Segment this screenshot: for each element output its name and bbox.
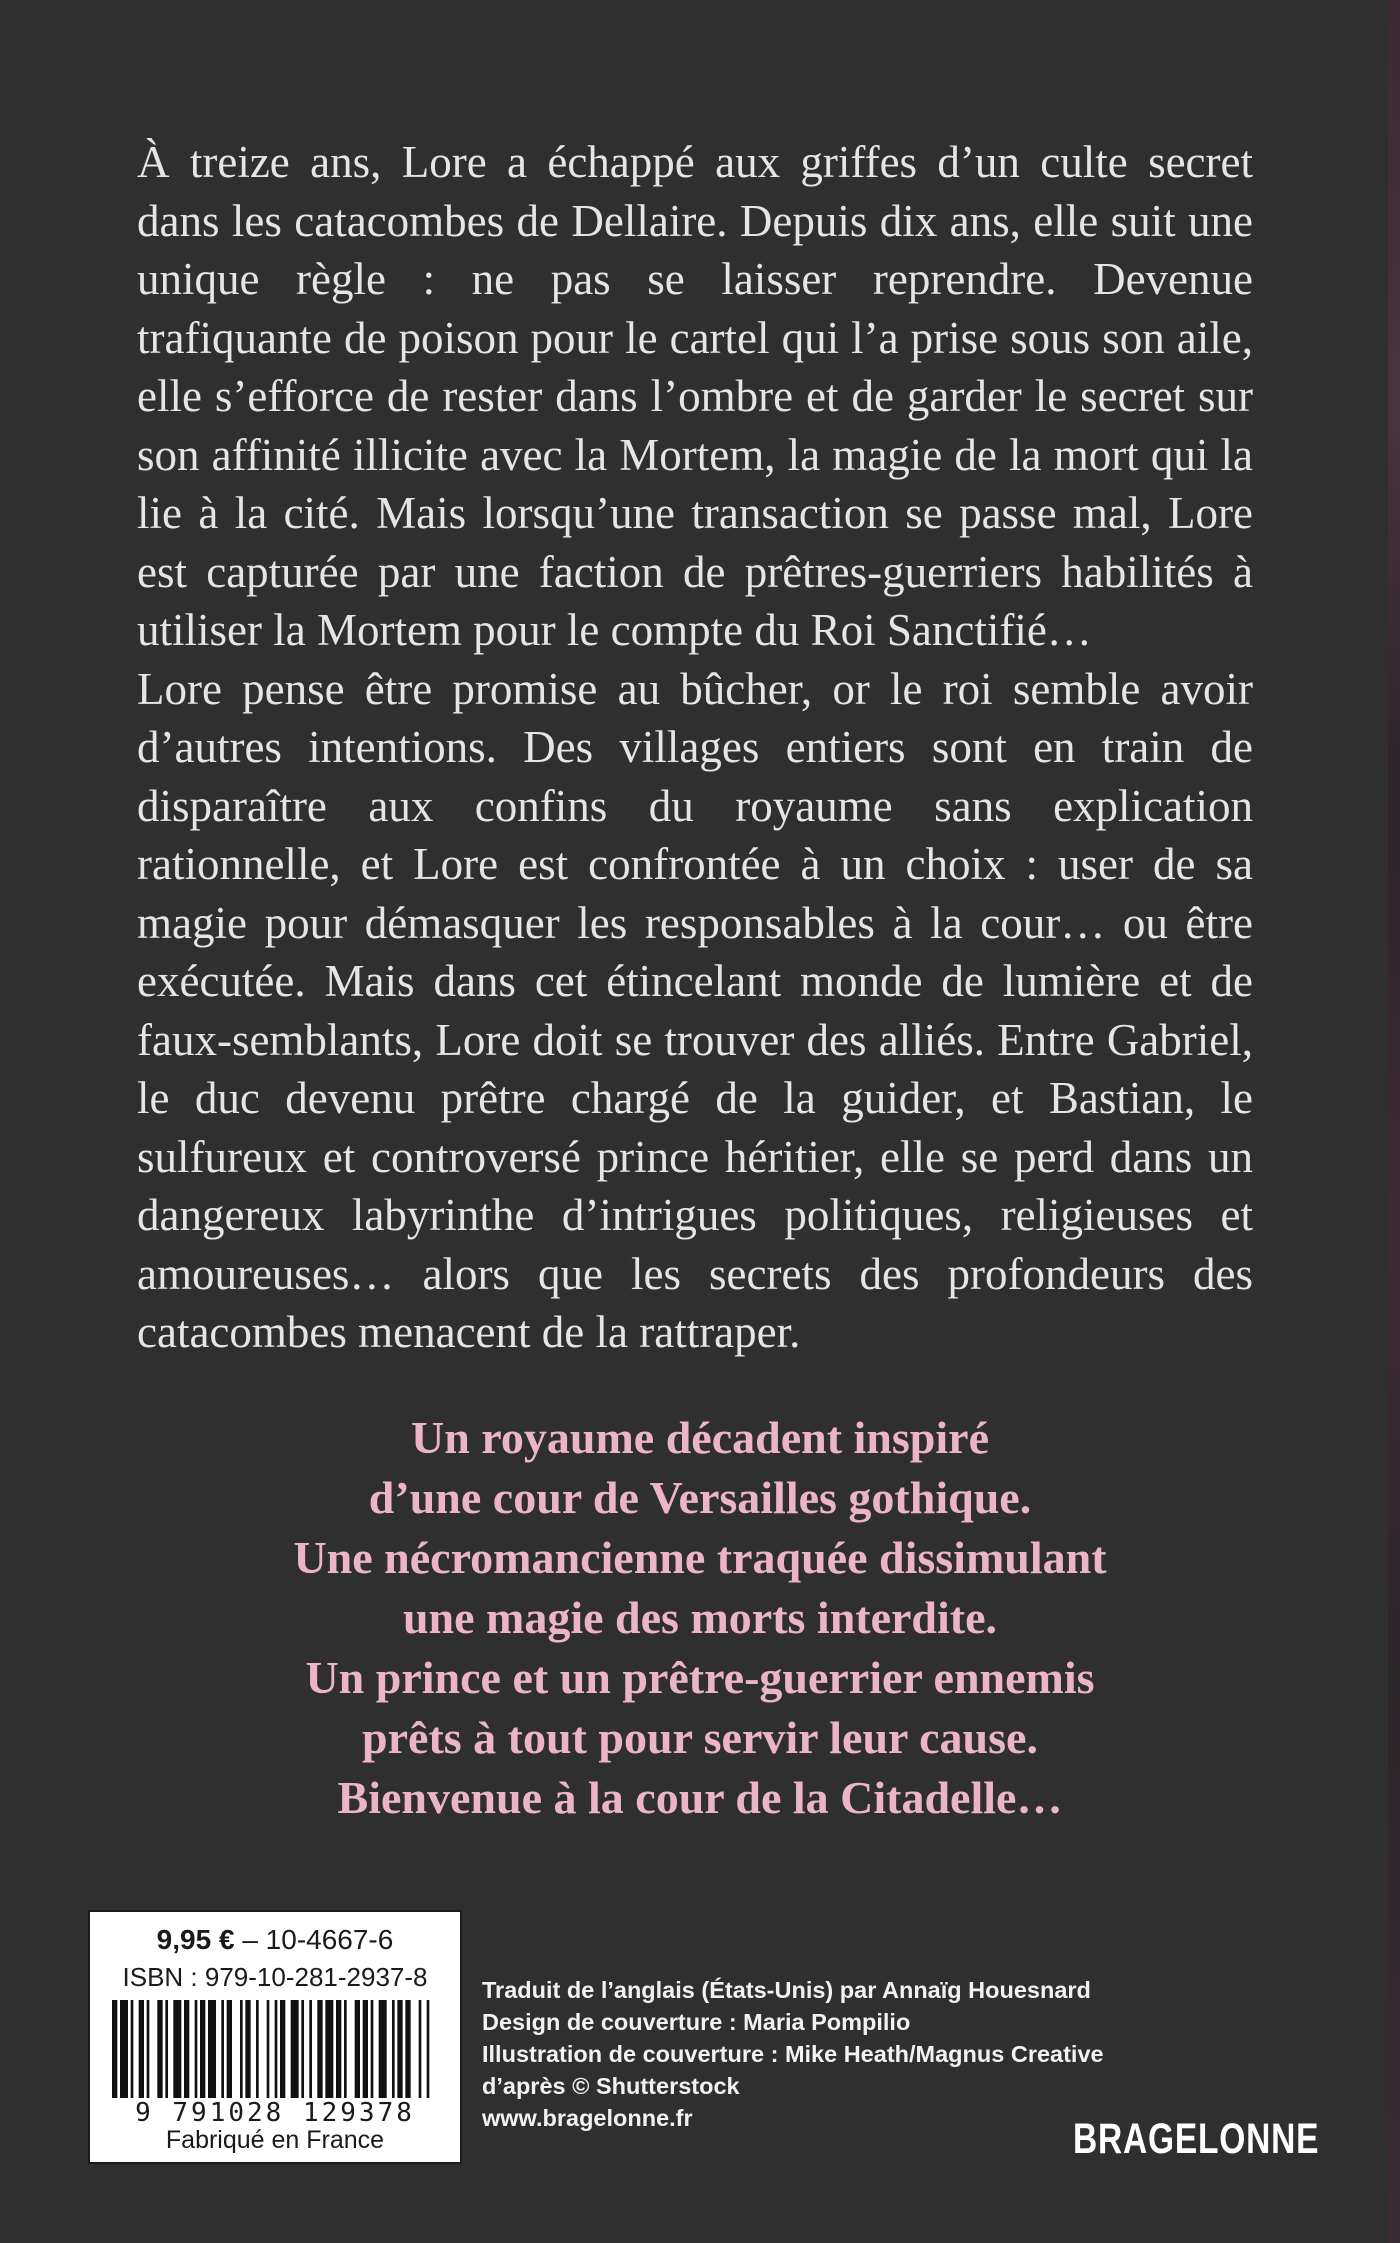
barcode-bar — [379, 2000, 387, 2098]
barcode-bar — [405, 2000, 410, 2098]
barcode-bar — [336, 2000, 341, 2098]
barcode-bar — [427, 2000, 430, 2098]
barcode-bar — [184, 2000, 189, 2098]
barcode-bar — [317, 2000, 322, 2098]
barcode-image — [112, 2000, 432, 2098]
made-in-label: Fabriqué en France — [165, 2126, 385, 2154]
barcode-bar — [309, 2000, 312, 2098]
tagline-line: d’une cour de Versailles gothique. — [368, 1472, 1032, 1523]
barcode-bar — [227, 2000, 232, 2098]
credits — [482, 1974, 1104, 2134]
barcode-box — [88, 1910, 462, 2164]
translator-credit: Traduit de l’anglais (États-Unis) par Annaïg Houesnard — [482, 1977, 1091, 2003]
cover-design-credit: Design de couverture : Maria Pompilio — [482, 2009, 911, 2035]
barcode-bar — [112, 2000, 117, 2098]
publisher-logo: BRAGELONNE — [1073, 2115, 1320, 2163]
price: 9,95 € — [156, 1924, 235, 1955]
back-cover-blurb — [137, 133, 1253, 1362]
barcode-bar — [200, 2000, 205, 2098]
tagline-line: Une nécromancienne traquée dissimulant — [293, 1532, 1107, 1583]
barcode-bar — [325, 2000, 333, 2098]
barcode-bar — [139, 2000, 144, 2098]
barcode-bar — [221, 2000, 224, 2098]
cover-edge-strip — [1388, 0, 1400, 2243]
blurb-paragraph-2: Lore pense être promise au bûcher, or le roi semble avoir d’autres intentions. Des villages entiers sont en train de disparaître aux confins du royaume sans explication rationnelle, et Lore est confrontée à un choix : user de sa magie pour démasquer les responsables à la cour… ou être exécutée. Mais dans cet étincelant monde de lumière et de faux-semblants, Lore doit se trouver des alliés. Entre Gabriel, le duc devenu prêtre chargé de la guider, et Bastian, le sulfureux et controversé prince héritier, elle se perd dans un dangereux labyrinthe d’intrigues politiques, religieuses et amoureuses… alors que les secrets des profondeurs des catacombes menacent de la rattraper. — [137, 663, 1253, 1357]
cover-illustration-credit: Illustration de couverture : Mike Heath/Magnus Creative — [482, 2041, 1104, 2067]
barcode-bar — [195, 2000, 198, 2098]
barcode-bar — [147, 2000, 150, 2098]
barcode-bar — [256, 2000, 259, 2098]
barcode-bar — [240, 2000, 243, 2098]
barcode-bar — [291, 2000, 299, 2098]
price-separator: – — [242, 1924, 258, 1955]
blurb-paragraph-1: À treize ans, Lore a échappé aux griffes d’un culte secret dans les catacombes de Dellaire. Depuis dix ans, elle suit une unique règle : ne pas se laisser reprendre. Devenue trafiquante de poison pour le cartel qui l’a prise sous son aile, elle s’efforce de rester dans l’ombre et de garder le secret sur son affinité illicite avec la Mortem, la magie de la mort qui la lie à la cité. Mais lorsqu’une transaction se passe mal, Lore est capturée par une faction de prêtres-guerriers habilités à utiliser la Mortem pour le compte du Roi Sanctifié… — [137, 137, 1253, 655]
barcode-bar — [363, 2000, 368, 2098]
barcode-bar — [275, 2000, 278, 2098]
barcode-bar — [157, 2000, 162, 2098]
barcode-bar — [245, 2000, 250, 2098]
barcode-bar — [280, 2000, 285, 2098]
tagline-line: Un royaume décadent inspiré — [411, 1412, 989, 1463]
barcode-bar — [120, 2000, 128, 2098]
barcode-bar — [371, 2000, 374, 2098]
tagline-line: Un prince et un prêtre-guerrier ennemis — [305, 1652, 1095, 1703]
barcode-bar — [419, 2000, 422, 2098]
taglines — [0, 1408, 1400, 1828]
barcode-bar — [392, 2000, 395, 2098]
tagline-line: une magie des morts interdite. — [402, 1592, 998, 1643]
barcode-digits: 9 791028 129378 — [135, 2098, 415, 2128]
tagline-line: Bienvenue à la cour de la Citadelle… — [337, 1772, 1063, 1823]
price-line — [90, 1924, 460, 1956]
barcode-bar — [344, 2000, 347, 2098]
illustration-source-credit: d’après © Shutterstock — [482, 2073, 740, 2099]
barcode-bar — [131, 2000, 134, 2098]
barcode-bar — [397, 2000, 402, 2098]
barcode-bar — [301, 2000, 304, 2098]
barcode-bar — [208, 2000, 216, 2098]
tagline-line: prêts à tout pour servir leur cause. — [362, 1712, 1038, 1763]
barcode-bar — [355, 2000, 360, 2098]
barcode-bar — [267, 2000, 270, 2098]
publisher-website: www.bragelonne.fr — [482, 2105, 693, 2131]
barcode-bar — [173, 2000, 181, 2098]
barcode-bar — [165, 2000, 168, 2098]
product-code: 10-4667-6 — [265, 1924, 394, 1955]
isbn: ISBN : 979-10-281-2937-8 — [122, 1962, 428, 1992]
